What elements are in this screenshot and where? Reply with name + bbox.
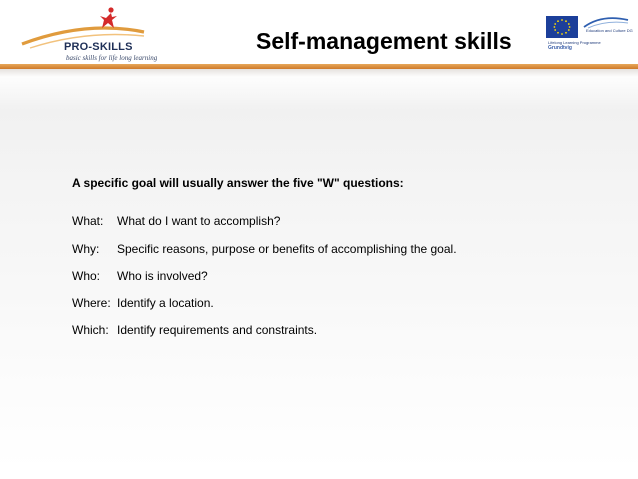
star-figure-icon — [100, 7, 117, 28]
eu-programme-label: Lifelong Learning Programme — [548, 40, 601, 45]
question-text: Identify a location. — [117, 296, 214, 310]
eu-flag-icon — [546, 16, 578, 38]
eu-dg-label: Education and Culture DG — [586, 28, 633, 33]
header-shadow — [0, 69, 638, 77]
question-key: What: — [72, 214, 104, 228]
question-key: Which: — [72, 323, 109, 337]
logo-name: PRO-SKILLS — [64, 41, 133, 53]
question-text: Who is involved? — [117, 269, 208, 283]
question-key: Why: — [72, 242, 100, 256]
page-title: Self-management skills — [256, 28, 512, 54]
lead-sentence: A specific goal will usually answer the five "W" questions: — [72, 176, 404, 190]
eu-grundtvig-label: Grundtvig — [548, 45, 572, 51]
eu-programme-logo — [546, 16, 632, 56]
question-key: Where: — [72, 296, 111, 310]
question-text: Identify requirements and constraints. — [117, 323, 318, 337]
pro-skills-logo — [16, 4, 166, 62]
question-key: Who: — [72, 269, 101, 283]
header-bar — [0, 0, 638, 66]
question-text: Specific reasons, purpose or benefits of accomplishing the goal. — [117, 242, 457, 256]
question-text: What do I want to accomplish? — [117, 214, 281, 228]
logo-tagline: basic skills for life long learning — [66, 54, 158, 62]
